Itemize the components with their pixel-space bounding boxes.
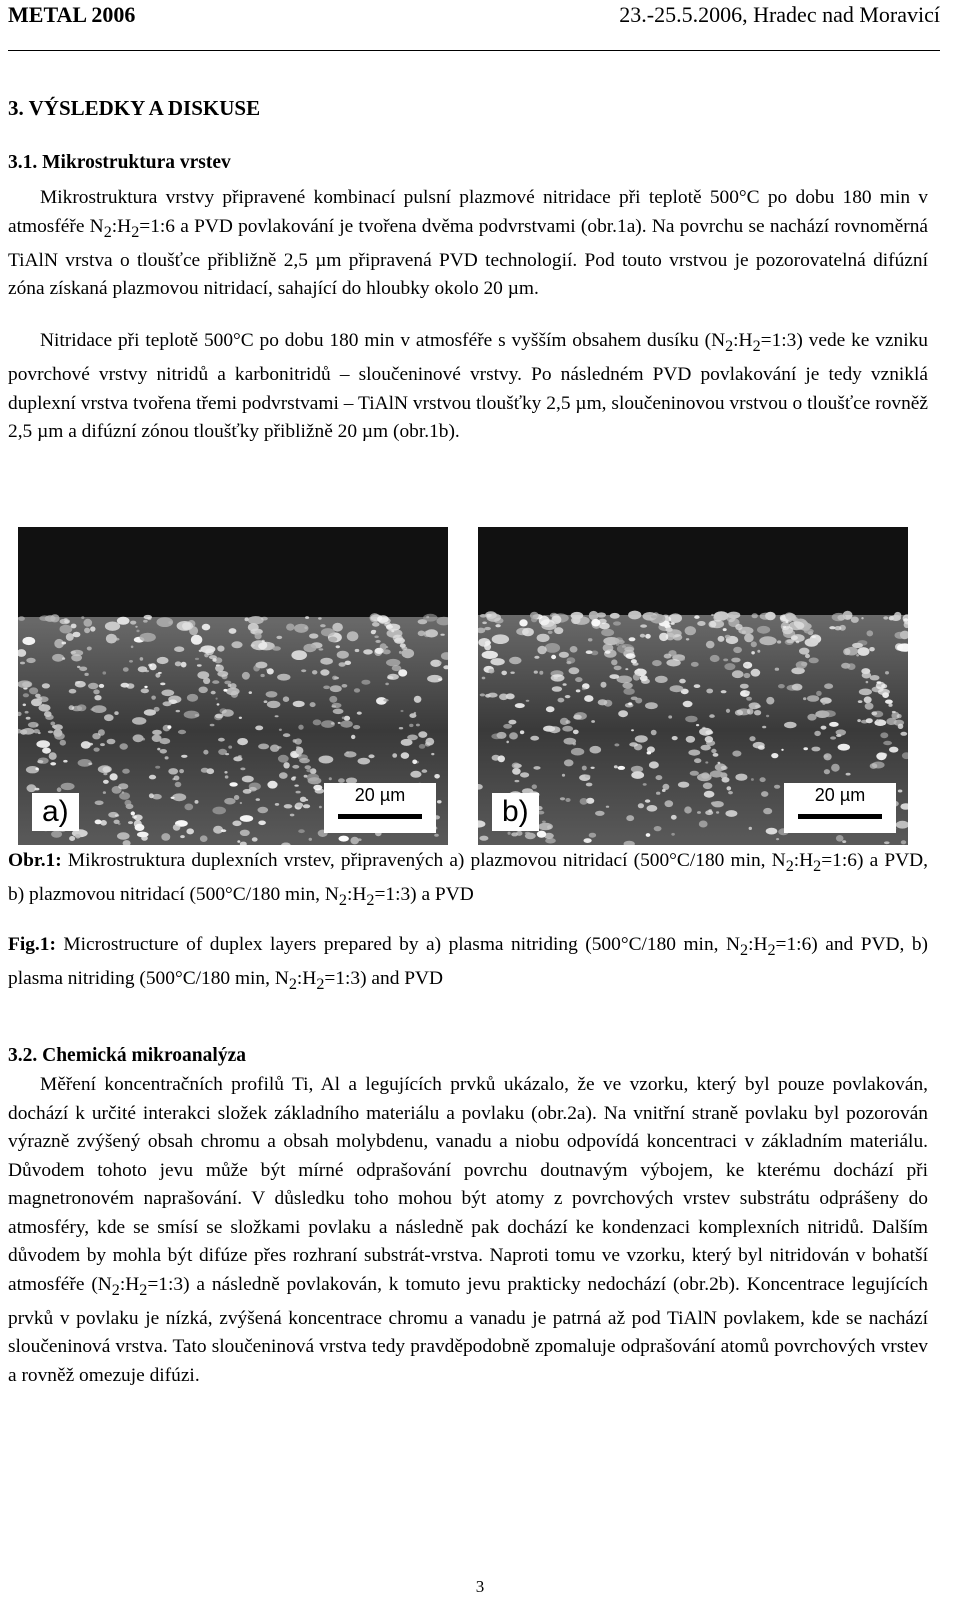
panel-label-b: b): [492, 793, 539, 831]
paragraph-microstructure-1: Mikrostruktura vrstvy připravené kombinací pulsní plazmové nitridace při teplotě 500°C po dobu 180 min v atmosféře $N_2:H_2=1:6$ a PVD povlakování je tvořena dvěma podvrstvami (obr.1a). Na povrchu se nachází rovnoměrná TiAlN vrstva o tloušťce přibližně 2,5 µm připravená PVD technologií. Pod touto vrstvou je pozorovatelná difúzní zóna získaná plazmovou nitridací, sahající do hloubky okolo 20 µm.: [8, 187, 929, 300]
scale-label-b: 20 µm: [814, 785, 866, 805]
micrograph-figure: [18, 527, 908, 845]
subsection-heading-microanalysis: 3.2. Chemická mikroanalýza: [8, 1045, 246, 1066]
paragraph-microanalysis: Měření koncentračních profilů Ti, Al a legujících prvků ukázalo, že ve vzorku, který byl pouze povlakován, dochází k určité interakci složek základního materiálu a povlaku (obr.2a). Na vnitřní straně povlaku byl pozorován výrazně zvýšený obsah chromu a obsah molybdenu, vanadu a niobu odpovídá koncentraci v základním materiálu. Důvodem tohoto jevu může být mírné odprašování povrchu doutnavým výbojem, ke kterému dochází při magnetronovém naprašování. V důsledku toho mohou být atomy z povrchových vrstev substrátu odprášeny do atmosféry, kde se smísí se složkami povlaku a následně pak dochází ke kondenzaci komplexních nitridů. Dalším důvodem by mohla být difúze přes rozhraní substrát-vrstva. Naproti tomu ve vzorku, který byl nitridován v bohatší atmosféře $(N_2:H_2=1:3)$ a následně povlakován, k tomuto jevu prakticky nedochází (obr.2b). Koncentrace legujících prvků v povlaku je nízká, zvýšená koncentrace chromu a vanadu je patrná až pod TiAlN povlakem, kde se nachází sloučeninová vrstva. Tato sloučeninová vrstva tedy pravděpodobně zpomaluje odprašování atomů povrchových vrstev a rovněž omezuje difúzi.: [8, 1074, 928, 1386]
scale-bar-a: [324, 783, 436, 833]
page-number: 3: [475, 1577, 485, 1596]
scale-bar-b: [784, 783, 896, 833]
header-rule: [8, 50, 940, 51]
micrograph-panel-b: [478, 527, 908, 845]
scale-line-b: [798, 814, 882, 819]
figure-caption-czech: Obr.1: Mikrostruktura duplexních vrstev, připravených a) plazmovou nitridací (500°C/180 min, $N_2:H_2=1:6$) a PVD, b) plazmovou nitridací (500°C/180 min, $N_2:H_2=1:3$) a PVD: [8, 850, 928, 910]
paragraph-microstructure-2: Nitridace při teplotě 500°C po dobu 180 min v atmosféře s vyšším obsahem dusíku $(N_2:H_2=1:3)$ vede ke vzniku povrchové vrstvy nitridů a karbonitridů – sloučeninové vrstvy. Po následném PVD povlakování je tedy vzniklá duplexní vrstva tvořena třemi podvrstvami – TiAlN vrstvou tloušťky 2,5 µm, sloučeninovou vrstvou o tloušťce rovněž 2,5 µm a difúzní zónou tloušťky přibližně 20 µm (obr.1b).: [8, 330, 928, 443]
section-heading: 3. VÝSLEDKY A DISKUSE: [8, 96, 261, 120]
micrograph-panel-a: [18, 527, 448, 845]
scale-line-a: [338, 814, 422, 819]
subsection-heading-microstructure: 3.1. Mikrostruktura vrstev: [8, 152, 231, 173]
conference-name: METAL 2006: [8, 2, 136, 27]
scale-label-a: 20 µm: [354, 785, 406, 805]
panel-label-a: a): [32, 793, 79, 831]
conference-date-place: 23.-25.5.2006, Hradec nad Moravicí: [619, 2, 940, 27]
figure-caption-english: Fig.1: Microstructure of duplex layers prepared by a) plasma nitriding (500°C/180 min, $N_2:H_2=1:6$) and PVD, b) plasma nitriding (500°C/180 min, $N_2:H_2=1:3$) and PVD: [8, 934, 928, 994]
running-header: [8, 0, 940, 42]
